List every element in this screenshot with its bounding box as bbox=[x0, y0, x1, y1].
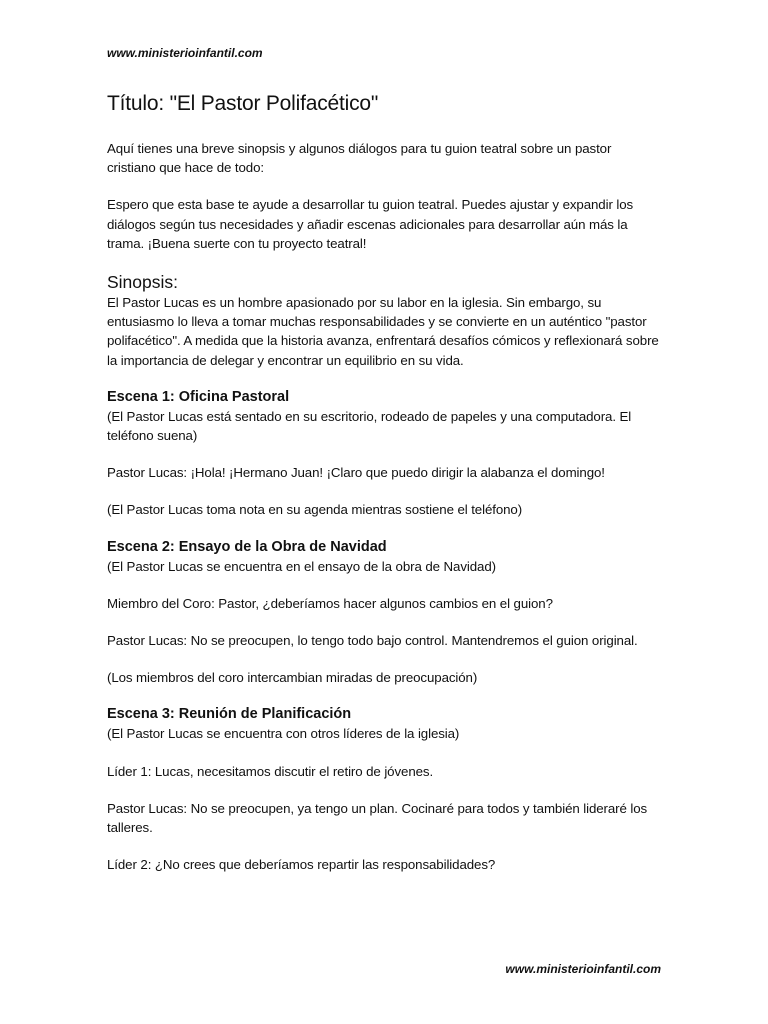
intro-paragraph: Aquí tienes una breve sinopsis y algunos diálogos para tu guion teatral sobre un pastor cristiano que hace de todo: bbox=[107, 141, 612, 176]
scene-line: Miembro del Coro: Pastor, ¿deberíamos hacer algunos cambios en el guion? bbox=[107, 595, 553, 611]
scene-line: (El Pastor Lucas se encuentra en el ensayo de la obra de Navidad) bbox=[107, 558, 496, 574]
sinopsis-section bbox=[107, 271, 663, 370]
scene-line: Pastor Lucas: ¡Hola! ¡Hermano Juan! ¡Claro que puedo dirigir la alabanza el domingo! bbox=[107, 465, 605, 481]
scene-heading: Escena 3: Reunión de Planificación bbox=[107, 706, 352, 723]
scene-section-1 bbox=[107, 388, 663, 520]
intro-paragraph: Espero que esta base te ayude a desarrollar tu guion teatral. Puedes ajustar y expandir los diálogos según tus necesidades y añadir escenas adicionales para desarrollar aún más la trama. ¡Buena suerte con tu proyecto teatral! bbox=[107, 197, 634, 251]
scene-line: (El Pastor Lucas toma nota en su agenda mientras sostiene el teléfono) bbox=[107, 502, 523, 518]
scene-line: (El Pastor Lucas está sentado en su escritorio, rodeado de papeles y una computadora. El teléfono suena) bbox=[107, 408, 632, 444]
document-body bbox=[107, 139, 663, 874]
document-page bbox=[107, 0, 667, 1024]
scene-section-3 bbox=[107, 705, 663, 874]
scene-line: Pastor Lucas: No se preocupen, lo tengo todo bajo control. Mantendremos el guion original. bbox=[107, 633, 638, 649]
scene-line: Líder 1: Lucas, necesitamos discutir el retiro de jóvenes. bbox=[107, 763, 434, 779]
scene-line: (El Pastor Lucas se encuentra con otros líderes de la iglesia) bbox=[107, 726, 460, 742]
scene-heading: Escena 2: Ensayo de la Obra de Navidad bbox=[107, 538, 387, 555]
scene-heading: Escena 1: Oficina Pastoral bbox=[107, 388, 290, 405]
scene-line: Pastor Lucas: No se preocupen, ya tengo un plan. Cocinaré para todos y también lideraré los talleres. bbox=[107, 800, 648, 836]
scene-line: (Los miembros del coro intercambian miradas de preocupación) bbox=[107, 670, 478, 686]
document-title: Título: "El Pastor Polifacético" bbox=[107, 92, 379, 115]
footer-site-url: www.ministerioinfantil.com bbox=[505, 962, 661, 976]
scene-line: Líder 2: ¿No crees que deberíamos repartir las responsabilidades? bbox=[107, 857, 496, 873]
sinopsis-heading: Sinopsis: bbox=[107, 272, 179, 293]
sinopsis-text: El Pastor Lucas es un hombre apasionado por su labor en la iglesia. Sin embargo, su entusiasmo lo lleva a tomar muchas responsabilidades y se convierte en un auténtico "pastor polifacético". A medida que la historia avanza, enfrentará desafíos cómicos y reflexionará sobre la importancia de delegar y encontrar un equilibrio en su vida. bbox=[107, 295, 659, 368]
header-site-url: www.ministerioinfantil.com bbox=[107, 46, 263, 60]
scene-section-2 bbox=[107, 538, 663, 688]
